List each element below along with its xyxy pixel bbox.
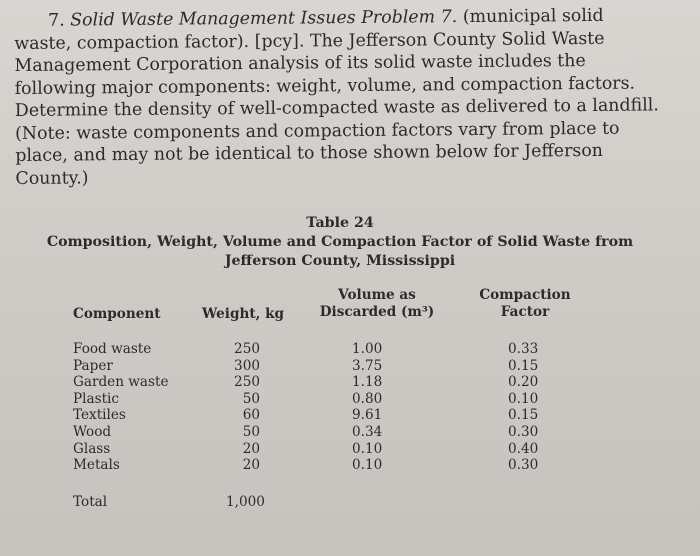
table-cell-weight: 250: [234, 374, 260, 391]
component-column: [73, 341, 169, 474]
volume-column: [352, 341, 382, 474]
header-compaction: [470, 287, 580, 321]
table-cell-factor: 0.15: [508, 357, 539, 374]
table-cell-component: Plastic: [73, 390, 119, 407]
header-volume-line-1: Volume as: [338, 287, 416, 303]
table-cell-component: Metals: [73, 457, 120, 474]
table-cell-factor: 0.20: [508, 374, 539, 391]
table-cell-component: Textiles: [73, 407, 126, 424]
table-cell-factor: 0.30: [508, 423, 539, 440]
table-label: Table 24: [306, 215, 374, 231]
table-cell-component: Garden waste: [73, 374, 169, 391]
table-cell-component: Paper: [73, 357, 113, 374]
problem-number: 7.: [48, 10, 65, 31]
table-caption-line-1: Composition, Weight, Volume and Compaction Factor of Solid Waste from: [46, 234, 634, 250]
total-weight: 1,000: [226, 494, 265, 510]
header-component: Component: [73, 306, 161, 322]
header-compaction-line-1: Compaction: [479, 287, 571, 303]
header-volume: [302, 287, 452, 321]
table-cell-component: Glass: [73, 440, 111, 457]
table-cell-weight: 250: [234, 341, 260, 357]
table-cell-weight: 60: [242, 407, 260, 424]
weight-column: [226, 341, 260, 474]
table-cell-volume: 0.10: [352, 440, 383, 457]
table-cell-weight: 300: [234, 357, 260, 374]
table-cell-weight: 20: [242, 440, 260, 457]
table-cell-component: Wood: [73, 423, 112, 440]
table-cell-factor: 0.30: [508, 457, 539, 474]
total-label: Total: [73, 494, 108, 510]
table-cell-volume: 3.75: [352, 357, 383, 374]
table-cell-weight: 50: [242, 423, 260, 440]
table-cell-volume: 0.34: [352, 423, 383, 440]
header-weight: Weight, kg: [202, 306, 285, 322]
table-cell-weight: 50: [242, 390, 260, 407]
table-cell-volume: 0.10: [352, 457, 383, 474]
table-cell-factor: 0.40: [508, 440, 539, 457]
table-cell-volume: 1.00: [352, 341, 383, 357]
table-cell-factor: 0.15: [508, 407, 539, 424]
table-cell-factor: 0.10: [508, 390, 539, 407]
header-compaction-line-2: Factor: [500, 304, 550, 320]
table-cell-component: Food waste: [73, 341, 152, 357]
table-cell-volume: 9.61: [352, 407, 383, 424]
table-cell-volume: 0.80: [352, 390, 383, 407]
header-volume-line-2: Discarded (m³): [319, 304, 435, 320]
table-caption: [20, 214, 660, 271]
problem-statement: [14, 4, 666, 190]
problem-body: (municipal solid waste, compaction factor). [pcy]. The Jefferson County Solid Waste Management Corporation analysis of its solid waste includes the following major components: weight, volume, and compaction factors. Determine the density of well-compacted waste as delivered to a landfill. (Note: waste components and compaction factors vary from place to place, and may not be identical to those shown below for Jefferson County.): [14, 5, 659, 189]
compaction-column: [508, 341, 538, 474]
table-cell-volume: 1.18: [352, 374, 383, 391]
table-caption-line-2: Jefferson County, Mississippi: [224, 253, 456, 269]
problem-title: Solid Waste Management Issues Problem 7.: [70, 7, 458, 31]
table-cell-factor: 0.33: [508, 341, 539, 357]
table-cell-weight: 20: [242, 457, 260, 474]
